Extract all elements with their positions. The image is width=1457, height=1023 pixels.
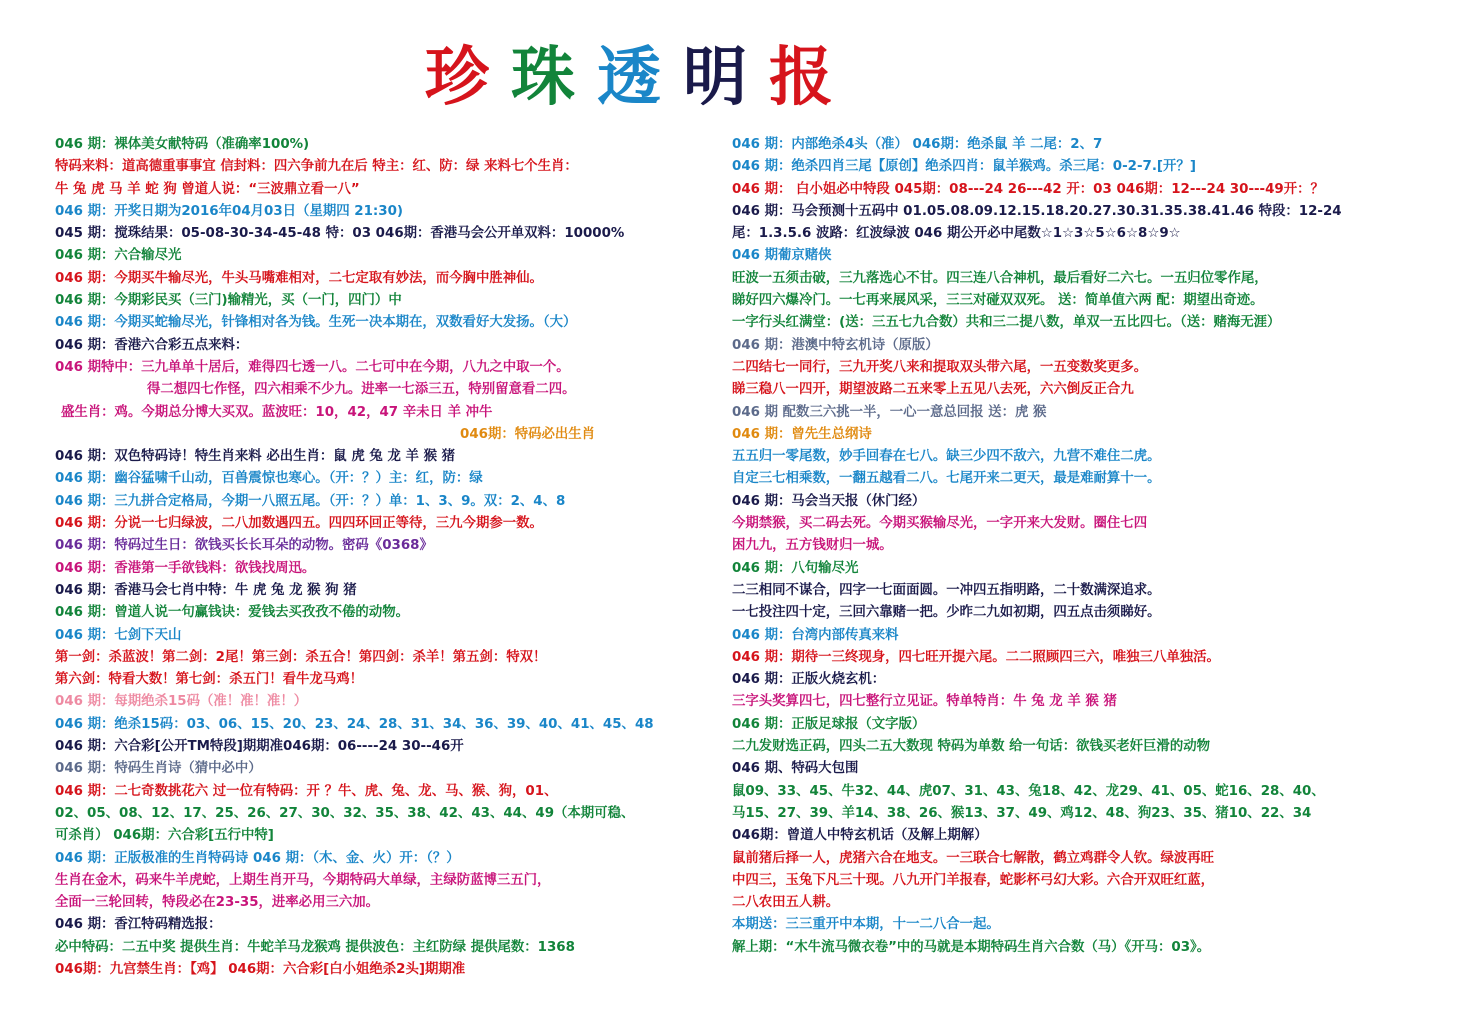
text-line-content: 中四三，玉兔下凡三十现。八九开门羊报春，蛇影杯弓幻大彩。六合开双旺红蓝， (732, 872, 1215, 888)
text-line-content: 046 期葡京赌侠 (732, 248, 832, 264)
text-line-content: 046 期：马会当天报（休门经） (732, 493, 926, 509)
text-line-content: 046 期：绝杀四肖三尾【原创】绝杀四肖：鼠羊猴鸡。杀三尾：0-2-7.[开？] (732, 159, 1196, 175)
text-line (732, 402, 1432, 424)
text-line-content: 睇好四六爆冷门。一七再来展风采，三三对碰双双死。 送：简单值六两 配：期望出奇迹。 (732, 293, 1264, 309)
text-line-content: 046 期：香港六合彩五点来料： (55, 337, 249, 353)
text-line-content: 046 期：每期绝杀15码（准！准！准！） (55, 694, 308, 710)
text-line (55, 535, 705, 557)
title-char: 透 (597, 40, 661, 115)
text-line (55, 647, 705, 669)
text-line (55, 491, 705, 513)
text-line (732, 513, 1432, 535)
title-char: 珍 (425, 40, 489, 115)
text-line-content: 046 期：马会预测十五码中 01.05.08.09.12.15.18.20.27.30.31.35.38.41.46 特段：12-24 (732, 203, 1342, 219)
text-line (55, 758, 705, 780)
text-line-content: 一七投注四十定，三回六靠赌一把。少昨二九如初期，四五点击须睇好。 (732, 605, 1161, 621)
text-line (55, 156, 705, 178)
text-line-content: 046 期：内部绝杀4头（准） 046期：绝杀鼠 羊 二尾：2、7 (732, 137, 1103, 152)
text-line (732, 669, 1432, 691)
text-line (55, 870, 705, 892)
text-line (732, 468, 1432, 490)
page-title (425, 30, 855, 115)
text-line (55, 714, 705, 736)
text-line-content: 自定三七相乘数，一翻五越看二八。七尾开来二更天，最是难耐算十一。 (732, 471, 1161, 487)
text-line-content: 本期送：三三重开中本期，十一二八合一起。 (732, 917, 1000, 933)
text-line (55, 914, 705, 936)
text-line (732, 379, 1432, 401)
title-char: 珠 (511, 40, 575, 115)
text-line-content: 046 期：香江特码精选报： (55, 917, 222, 933)
text-line-content: 二三相同不谋合，四字一七面面圆。一冲四五指明路，二十数满深追求。 (732, 582, 1161, 598)
text-line-content: 045 期：搅珠结果：05-08-30-34-45-48 特：03 046期：香港马会公开单双料：10000% (55, 226, 625, 242)
text-line (55, 669, 705, 691)
text-line-content: 鼠前猪后择一人，虎猪六合在地支。一三联合七解散，鹤立鸡群令人钦。绿波再旺 (732, 850, 1215, 866)
text-line-content: 046 期：分说一七归绿波，二八加数遇四五。四四环回正等待，三九今期参一数。 (55, 516, 543, 532)
text-line (732, 424, 1432, 446)
text-line (55, 892, 705, 914)
text-line (55, 134, 705, 156)
text-line-content: 046 期：七剑下天山 (55, 627, 182, 643)
text-line (55, 290, 705, 312)
text-line-content: 046 期：裸体美女献特码（准确率100%) (55, 137, 310, 152)
text-line (55, 402, 705, 424)
text-line (55, 335, 705, 357)
text-line-content: 一字行头红满堂：(送：三五七九合数）共和三二提八数，单双一五比四七。（送：赌海无涯） (732, 315, 1281, 331)
text-line-content: 046 期：正版足球报（文字版） (732, 716, 926, 732)
text-line-content: 046期：曾道人中特玄机话（及解上期解） (732, 828, 988, 844)
text-line (732, 691, 1432, 713)
text-line (55, 446, 705, 468)
text-line (732, 245, 1432, 267)
text-line-content: 046 期：曾先生总纲诗 (732, 426, 872, 442)
text-line (55, 245, 705, 267)
text-line-content: 046 期：曾道人说一句赢钱诀：爱钱去买孜孜不倦的动物。 (55, 605, 409, 621)
text-line-content: 046期：九宫禁生肖：【鸡】 046期：六合彩[白小姐绝杀2头]期期准 (55, 961, 466, 977)
text-line (55, 513, 705, 535)
text-line-content: 046 期：今期买牛输尽光，牛头马嘴难相对，二七定取有妙法，而今胸中胜神仙。 (55, 270, 543, 286)
text-line-content: 046 期： 白小姐必中特段 045期：08---24 26---42 开：03 046期：12---24 30---49开：？ (732, 181, 1324, 197)
text-line (55, 179, 705, 201)
text-line-content: 046 期：正版极准的生肖特码诗 046 期：（木、金、火）开：（？） (55, 850, 460, 866)
text-line-content: 尾：1.3.5.6 波路：红波绿波 046 期公开必中尾数☆1☆3☆5☆6☆8☆9☆ (732, 226, 1181, 242)
text-line (732, 803, 1432, 825)
text-line (732, 736, 1432, 758)
text-line (732, 580, 1432, 602)
text-line-content: 二八农田五人耕。 (732, 895, 840, 911)
text-line-content: 046 期：双色特码诗！特生肖来料 必出生肖：鼠 虎 兔 龙 羊 猴 猪 (55, 449, 456, 465)
text-line (55, 937, 705, 959)
text-line (55, 803, 705, 825)
text-line (55, 781, 705, 803)
text-line-content: 046 期：特码生肖诗（猜中必中） (55, 761, 262, 777)
text-line (55, 468, 705, 490)
text-line (55, 625, 705, 647)
text-line (55, 379, 705, 401)
text-line-content: 特码来料：道高德重事事宜 信封料：四六争前九在后 特主：红、防：绿 来料七个生肖： (55, 159, 578, 175)
text-line (732, 335, 1432, 357)
text-line (732, 892, 1432, 914)
text-line (732, 625, 1432, 647)
text-line-content: 046 期特中：三九单单十居后，难得四七透一八。二七可中在今期，八九之中取一个。 (55, 359, 570, 375)
text-line (732, 558, 1432, 580)
text-line (732, 156, 1432, 178)
title-char: 报 (769, 40, 833, 115)
text-line (732, 781, 1432, 803)
text-line (55, 825, 705, 847)
text-line-content: 睇三稳八一四开，期望波路二五来零上五见八去死，六六倒反正合九 (732, 382, 1134, 398)
text-line (732, 179, 1432, 201)
text-line-content: 046 期：六合输尽光 (55, 248, 182, 264)
text-line (55, 580, 705, 602)
text-line-content: 第六剑：特看大数！第七剑：杀五门！看牛龙马鸡！ (55, 672, 363, 688)
text-line-content: 二九发财选正码，四头二五大数现 特码为单数 给一句话：欲钱买老奸巨滑的动物 (732, 739, 1210, 755)
text-line-content: 旺波一五须击破，三九落选心不甘。四三连八合神机，最后看好二六七。一五归位零作尾， (732, 270, 1268, 286)
text-line (732, 602, 1432, 624)
text-line (55, 201, 705, 223)
text-line-content: 三字头奖算四七，四七整行立见证。特单特肖：牛 兔 龙 羊 猴 猪 (732, 694, 1117, 710)
text-line-content: 046 期：特码过生日：欲钱买长长耳朵的动物。密码《0368》 (55, 538, 433, 554)
text-line-content: 困九九，五方钱财归一城。 (732, 538, 893, 554)
text-line (732, 312, 1432, 334)
text-line (55, 223, 705, 245)
text-line (55, 424, 705, 446)
text-line-content: 盛生肖：鸡。今期总分博大买双。蓝波旺：10，42，47 辛未日 羊 冲牛 (61, 404, 493, 420)
text-line-content: 046 期：二七奇数挑花六 过一位有特码：开 ？牛、虎、兔、龙、马、猴、狗，01、 (55, 783, 558, 799)
text-line (732, 914, 1432, 936)
text-line (732, 357, 1432, 379)
text-line-content: 046 期：港澳中特玄机诗（原版） (732, 337, 939, 353)
text-line (732, 134, 1432, 156)
text-line (732, 870, 1432, 892)
text-line-content: 046 期：期待一三终现身，四七旺开提六尾。二二照顾四三六，唯独三八单独活。 (732, 649, 1220, 665)
title-char: 明 (683, 40, 747, 115)
text-line-content: 牛 兔 虎 马 羊 蛇 狗 曾道人说：“三波鼎立看一八” (55, 181, 360, 197)
text-line-content: 二四结七一同行，三九开奖八来和提取双头带六尾，一五变数奖更多。 (732, 359, 1148, 375)
text-line-content: 046 期：绝杀15码：03、06、15、20、23、24、28、31、34、36、39、40、41、45、48 (55, 716, 654, 732)
right-column (732, 134, 1432, 959)
text-line-content: 046 期：六合彩[公开TM特段]期期准046期：06----24 30--46开 (55, 739, 464, 755)
text-line-content: 046期：特码必出生肖 (460, 426, 596, 442)
text-line (732, 446, 1432, 468)
text-line-content: 解上期：“木牛流马微衣卷”中的马就是本期特码生肖六合数（马）《开马：03》。 (732, 939, 1211, 955)
text-line-content: 必中特码：二五中奖 提供生肖：牛蛇羊马龙猴鸡 提供波色：主红防绿 提供尾数：1368 (55, 939, 575, 955)
text-line-content: 可杀肖） 046期：六合彩[五行中特] (55, 828, 274, 844)
left-column (55, 134, 705, 981)
text-line (55, 602, 705, 624)
text-line-content: 五五归一零尾数，妙手回春在七八。缺三少四不敌六，九营不难住二虎。 (732, 449, 1161, 465)
text-line-content: 046 期：三九拼合定格局，今期一八照五尾。（开：？）单：1、3、9。双：2、4、8 (55, 493, 566, 509)
text-line (55, 268, 705, 290)
text-line (732, 937, 1432, 959)
text-line-content: 046 期：香港第一手欲钱料：欲钱找周迅。 (55, 560, 316, 576)
text-line-content: 第一剑：杀蓝波！第二剑：2尾！第三剑：杀五合！第四剑：杀羊！第五剑：特双！ (55, 649, 547, 665)
text-line-content: 046 期：台湾内部传真来料 (732, 627, 899, 643)
text-line-content: 生肖在金木，码来牛羊虎蛇，上期生肖开马，今期特码大单绿，主绿防蓝博三五门， (55, 872, 551, 888)
text-line (732, 848, 1432, 870)
text-line (55, 357, 705, 379)
text-line (732, 223, 1432, 245)
text-line-content: 046 期：八句输尽光 (732, 560, 859, 576)
text-line (55, 736, 705, 758)
text-line (732, 290, 1432, 312)
text-line (55, 312, 705, 334)
text-line (55, 959, 705, 981)
text-line (55, 558, 705, 580)
text-line (732, 647, 1432, 669)
text-line-content: 046 期：香港马会七肖中特：牛 虎 兔 龙 猴 狗 猪 (55, 582, 357, 598)
text-line-content: 全面一三轮回转，特段必在23-35，进率必用三六加。 (55, 895, 380, 911)
text-line-content: 046 期：开奖日期为2016年04月03日（星期四 21:30) (55, 203, 404, 219)
text-line-content: 鼠09、33、45、牛32、44、虎07、31、43、兔18、42、龙29、41、05、蛇16、28、40、 (732, 783, 1325, 799)
text-line-content: 046 期：正版火烧玄机： (732, 672, 886, 688)
text-line-content: 得二想四七作怪，四六相乘不少九。进率一七添三五，特别留意看二四。 (147, 382, 576, 398)
text-line (732, 491, 1432, 513)
text-line-content: 046 期：今期买蛇输尽光，针锋相对各为钱。生死一决本期在，双数看好大发扬。（大） (55, 315, 577, 331)
text-line (732, 535, 1432, 557)
text-line-content: 02、05、08、12、17、25、26、27、30、32、35、38、42、43、44、49（本期可稳、 (55, 805, 635, 821)
text-line-content: 046 期：今期彩民买（三门)输精光，买（一门，四门）中 (55, 293, 402, 309)
text-line-content: 马15、27、39、羊14、38、26、猴13、37、49、鸡12、48、狗23、35、猪10、22、34 (732, 805, 1312, 821)
text-line-content: 046 期、特码大包围 (732, 761, 859, 777)
text-line-content: 046 期 配数三六挑一半，一心一意总回报 送：虎 猴 (732, 404, 1047, 420)
text-line (732, 268, 1432, 290)
text-line (55, 691, 705, 713)
text-line (732, 825, 1432, 847)
text-line-content: 046 期：幽谷猛啸千山动，百兽震惊也寒心。（开：？）主：红，防：绿 (55, 471, 483, 487)
text-line-content: 今期禁猴，买二码去死。今期买猴输尽光，一字开来大发财。圈住七四 (732, 516, 1148, 532)
text-line (732, 201, 1432, 223)
text-line (55, 848, 705, 870)
text-line (732, 714, 1432, 736)
text-line (732, 758, 1432, 780)
